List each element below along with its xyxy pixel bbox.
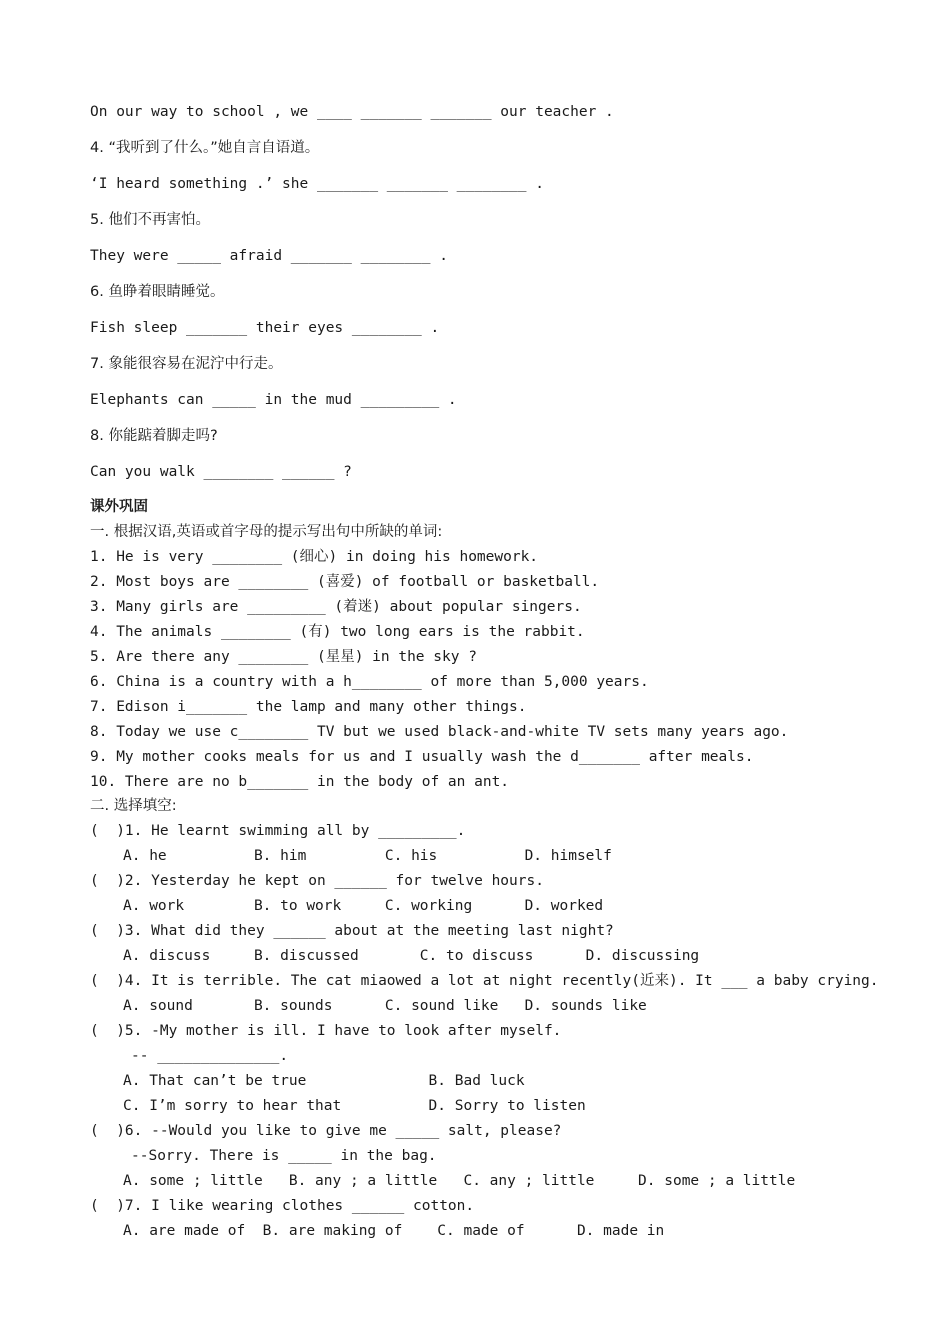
section-title: 课外巩固 (90, 499, 148, 515)
choice-reply: -- ______________. (131, 1048, 289, 1064)
translation-question-cn: 5. 他们不再害怕。 (90, 212, 210, 228)
translation-answer-line: They were _____ afraid _______ ________ . (90, 248, 448, 264)
fill-item: 6. China is a country with a h________ of more than 5,000 years. (90, 674, 649, 690)
choice-question: ( )7. I like wearing clothes ______ cotton. (90, 1198, 475, 1214)
choice-options: A. some ; little B. any ; a little C. any ; little D. some ; a little (123, 1173, 796, 1189)
choice-question: ( )3. What did they ______ about at the meeting last night? (90, 923, 614, 939)
fill-item: 3. Many girls are _________ (着迷) about popular singers. (90, 599, 582, 615)
part2-heading: 二. 选择填空: (90, 798, 177, 814)
choice-question: ( )1. He learnt swimming all by _________. (90, 823, 466, 839)
translation-answer-line: Can you walk ________ ______ ? (90, 464, 352, 480)
choice-options: A. sound B. sounds C. sound like D. sounds like (123, 998, 647, 1014)
choice-options: A. discuss B. discussed C. to discuss D. discussing (123, 948, 700, 964)
choice-options: A. are made of B. are making of C. made of D. made in (123, 1223, 665, 1239)
translation-answer-line: Elephants can _____ in the mud _________ . (90, 392, 457, 408)
fill-item: 7. Edison i_______ the lamp and many other things. (90, 699, 527, 715)
translation-answer-line: ‘I heard something .’ she _______ _______ ________ . (90, 176, 544, 192)
choice-options: A. That can’t be true B. Bad luck (123, 1073, 525, 1089)
fill-item: 2. Most boys are ________ (喜爱) of football or basketball. (90, 574, 600, 590)
choice-options: A. he B. him C. his D. himself (123, 848, 612, 864)
translation-question-cn: 7. 象能很容易在泥泞中行走。 (90, 356, 283, 372)
choice-question: ( )5. -My mother is ill. I have to look after myself. (90, 1023, 562, 1039)
fill-item: 4. The animals ________ (有) two long ears is the rabbit. (90, 624, 585, 640)
choice-reply: --Sorry. There is _____ in the bag. (131, 1148, 437, 1164)
fill-item: 8. Today we use c________ TV but we used black-and-white TV sets many years ago. (90, 724, 789, 740)
part1-heading: 一. 根据汉语,英语或首字母的提示写出句中所缺的单词: (90, 524, 443, 540)
translation-question-cn: 8. 你能踮着脚走吗? (90, 428, 218, 444)
choice-options: A. work B. to work C. working D. worked (123, 898, 604, 914)
choice-question: ( )6. --Would you like to give me _____ salt, please? (90, 1123, 562, 1139)
fill-item: 5. Are there any ________ (星星) in the sky ? (90, 649, 477, 665)
translation-question-cn: 4. “我听到了什么。”她自言自语道。 (90, 140, 320, 156)
translation-answer-line: Fish sleep _______ their eyes ________ . (90, 320, 440, 336)
choice-options: C. I’m sorry to hear that D. Sorry to listen (123, 1098, 586, 1114)
fill-item: 9. My mother cooks meals for us and I usually wash the d_______ after meals. (90, 749, 754, 765)
choice-question: ( )2. Yesterday he kept on ______ for twelve hours. (90, 873, 544, 889)
choice-question: ( )4. It is terrible. The cat miaowed a lot at night recently(近来). It ___ a baby crying. (90, 973, 879, 989)
translation-question-cn: 6. 鱼睁着眼睛睡觉。 (90, 284, 225, 300)
fill-item: 10. There are no b_______ in the body of an ant. (90, 774, 510, 790)
fill-item: 1. He is very ________ (细心) in doing his homework. (90, 549, 539, 565)
translation-line-en: On our way to school , we ____ _______ _______ our teacher . (90, 104, 614, 120)
